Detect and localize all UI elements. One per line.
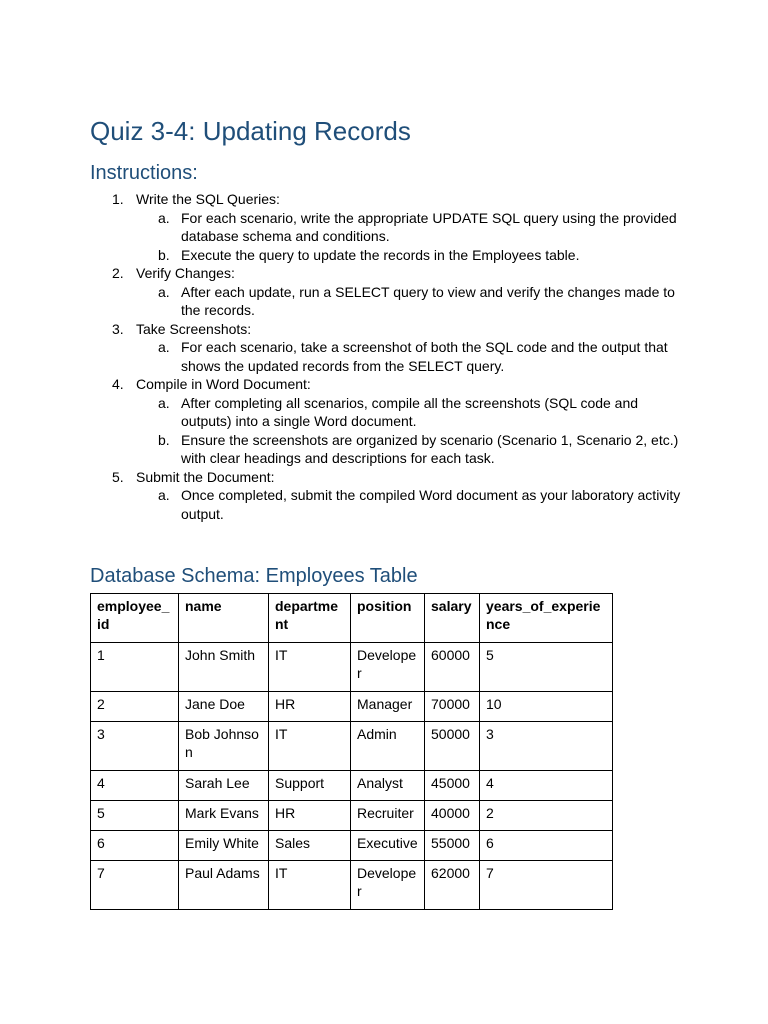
table-row xyxy=(91,801,613,831)
sub-step-list xyxy=(136,394,696,468)
cell-department: IT xyxy=(269,861,351,910)
table-row xyxy=(91,692,613,722)
cell-salary: 45000 xyxy=(425,771,480,801)
sub-step xyxy=(136,431,681,468)
cell-years-of-experience: 2 xyxy=(480,801,613,831)
cell-name: Bob Johnson xyxy=(179,722,269,771)
sub-step-text: After completing all scenarios, compile all the screenshots (SQL code and outputs) into a single Word document. xyxy=(181,394,639,429)
sub-step-letter: b. xyxy=(158,431,170,448)
cell-employee-id: 4 xyxy=(91,771,179,801)
instruction-step xyxy=(0,190,696,264)
cell-salary: 70000 xyxy=(425,692,480,722)
cell-department: HR xyxy=(269,801,351,831)
sub-step-letter: a. xyxy=(158,487,170,503)
sub-step xyxy=(136,486,681,523)
instruction-step xyxy=(0,264,696,320)
column-header-name: name xyxy=(179,594,269,643)
cell-employee-id: 6 xyxy=(91,831,179,861)
cell-years-of-experience: 10 xyxy=(480,692,613,722)
sub-step xyxy=(136,394,681,431)
cell-employee-id: 5 xyxy=(91,801,179,831)
step-text: Verify Changes: xyxy=(136,265,235,281)
sub-step xyxy=(136,283,681,320)
cell-name: Mark Evans xyxy=(179,801,269,831)
cell-department: IT xyxy=(269,722,351,771)
sub-step-letter: a. xyxy=(158,209,170,226)
cell-salary: 60000 xyxy=(425,643,480,692)
table-row xyxy=(91,831,613,861)
cell-salary: 55000 xyxy=(425,831,480,861)
sub-step-list xyxy=(136,338,696,375)
step-text: Take Screenshots: xyxy=(136,320,252,337)
table-row xyxy=(91,771,613,801)
cell-position: Developer xyxy=(351,643,425,692)
sub-step-letter: a. xyxy=(158,339,170,355)
step-text: Submit the Document: xyxy=(136,468,275,485)
column-header-years-of-experience: years_of_experience xyxy=(480,594,613,643)
sub-step xyxy=(136,246,681,265)
cell-department: IT xyxy=(269,643,351,692)
cell-years-of-experience: 5 xyxy=(480,643,613,692)
sub-step xyxy=(136,338,681,375)
column-header-salary: salary xyxy=(425,594,480,643)
cell-name: John Smith xyxy=(179,643,269,692)
sub-step-list xyxy=(136,209,696,265)
cell-position: Analyst xyxy=(351,771,425,801)
sub-step-letter: b. xyxy=(158,246,170,263)
cell-position: Manager xyxy=(351,692,425,722)
sub-step-text: Once completed, submit the compiled Word document as your laboratory activity output. xyxy=(181,487,681,522)
employees-schema-table xyxy=(90,593,613,910)
sub-step-text: Ensure the screenshots are organized by scenario (Scenario 1, Scenario 2, etc.) with clear headings and descriptions for each task. xyxy=(181,431,679,466)
cell-years-of-experience: 3 xyxy=(480,722,613,771)
column-header-department: department xyxy=(269,594,351,643)
cell-position: Developer xyxy=(351,861,425,910)
cell-employee-id: 3 xyxy=(91,722,179,771)
cell-department: Support xyxy=(269,771,351,801)
instruction-step xyxy=(0,375,696,468)
step-text: Compile in Word Document: xyxy=(136,376,311,392)
cell-employee-id: 1 xyxy=(91,643,179,692)
sub-step-text: For each scenario, write the appropriate UPDATE SQL query using the provided database schema and conditions. xyxy=(181,209,677,244)
step-number: 3. xyxy=(112,320,124,337)
column-header-position: position xyxy=(351,594,425,643)
step-number: 5. xyxy=(112,468,124,485)
cell-salary: 62000 xyxy=(425,861,480,910)
cell-position: Executive xyxy=(351,831,425,861)
cell-name: Paul Adams xyxy=(179,861,269,910)
instructions-heading: Instructions: xyxy=(90,162,198,184)
table-row xyxy=(91,643,613,692)
table-header-row xyxy=(91,594,613,643)
cell-department: HR xyxy=(269,692,351,722)
table-row xyxy=(91,722,613,771)
schema-heading: Database Schema: Employees Table xyxy=(90,565,418,587)
cell-position: Admin xyxy=(351,722,425,771)
step-number: 4. xyxy=(112,376,124,392)
step-text: Write the SQL Queries: xyxy=(136,191,280,207)
step-number: 2. xyxy=(112,265,124,281)
instruction-step xyxy=(0,320,696,376)
sub-step-text: After each update, run a SELECT query to view and verify the changes made to the records. xyxy=(181,283,675,318)
cell-salary: 50000 xyxy=(425,722,480,771)
step-number: 1. xyxy=(112,191,124,207)
cell-name: Jane Doe xyxy=(179,692,269,722)
cell-employee-id: 2 xyxy=(91,692,179,722)
sub-step-text: For each scenario, take a screenshot of both the SQL code and the output that shows the updated records from the SELECT query. xyxy=(181,339,668,374)
column-header-employee-id: employee_id xyxy=(91,594,179,643)
sub-step-text: Execute the query to update the records in the Employees table. xyxy=(181,246,580,263)
table-row xyxy=(91,861,613,910)
cell-department: Sales xyxy=(269,831,351,861)
cell-years-of-experience: 7 xyxy=(480,861,613,910)
sub-step-list xyxy=(136,486,696,523)
cell-salary: 40000 xyxy=(425,801,480,831)
sub-step-list xyxy=(136,283,696,320)
page-title: Quiz 3-4: Updating Records xyxy=(90,116,411,146)
cell-years-of-experience: 4 xyxy=(480,771,613,801)
sub-step-letter: a. xyxy=(158,283,170,300)
cell-employee-id: 7 xyxy=(91,861,179,910)
sub-step xyxy=(136,209,681,246)
cell-position: Recruiter xyxy=(351,801,425,831)
instructions-list xyxy=(0,190,768,523)
instruction-step xyxy=(0,468,696,524)
cell-name: Emily White xyxy=(179,831,269,861)
cell-name: Sarah Lee xyxy=(179,771,269,801)
cell-years-of-experience: 6 xyxy=(480,831,613,861)
sub-step-letter: a. xyxy=(158,394,170,411)
